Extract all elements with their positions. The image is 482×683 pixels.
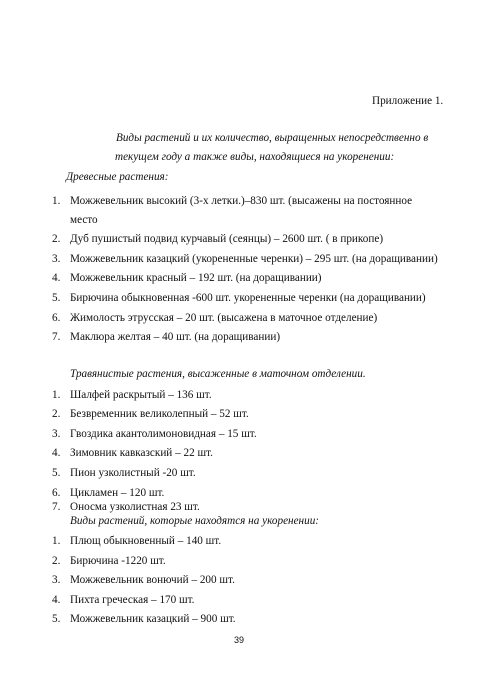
list-item-number: 3. xyxy=(52,574,61,586)
list-item: Можжевельник казацкий – 900 шт. xyxy=(70,613,236,625)
list-item-continuation: место xyxy=(70,214,98,226)
list-item: Можжевельник вонючий – 200 шт. xyxy=(70,574,235,586)
list-item-number: 2. xyxy=(52,555,61,567)
list-item: Можжевельник казацкий (укорененные черенки) – 295 шт. (на доращивании) xyxy=(70,253,438,265)
list-item: Жимолость этрусская – 20 шт. (высажена в маточное отделение) xyxy=(70,312,378,324)
list-item-number: 1. xyxy=(52,535,61,547)
woody-section-title: Древесные растения: xyxy=(66,171,169,183)
list-item-number: 2. xyxy=(52,233,61,245)
page-number: 39 xyxy=(234,635,245,645)
heading-line-1: Виды растений и их количество, выращенных непосредственно в xyxy=(116,132,429,144)
list-item: Пихта греческая – 170 шт. xyxy=(70,594,195,606)
list-item-number: 5. xyxy=(52,613,61,625)
list-item: Бирючина -1220 шт. xyxy=(70,555,166,567)
list-item-number: 4. xyxy=(52,594,61,606)
list-item-number: 3. xyxy=(52,428,61,440)
list-item: Оносма узколистная 23 шт. xyxy=(70,501,200,513)
list-item-number: 7. xyxy=(52,331,61,343)
list-item: Пион узколистный -20 шт. xyxy=(70,467,196,479)
herbs-section-title: Травянистые растения, высаженные в маточном отделении. xyxy=(70,368,366,380)
list-item: Зимовник кавказский – 22 шт. xyxy=(70,447,213,459)
list-item: Маклюра желтая – 40 шт. (на доращивании) xyxy=(70,331,281,343)
list-item-number: 1. xyxy=(52,389,61,401)
list-item-number: 4. xyxy=(52,447,61,459)
list-item: Гвоздика акантолимоновидная – 15 шт. xyxy=(70,428,257,440)
list-item-number: 6. xyxy=(52,487,61,499)
list-item-number: 5. xyxy=(52,467,61,479)
list-item: Дуб пушистый подвид курчавый (сеянцы) – 2600 шт. ( в прикопе) xyxy=(70,233,384,245)
appendix-label: Приложение 1. xyxy=(372,95,444,107)
list-item: Можжевельник красный – 192 шт. (на доращивании) xyxy=(70,272,322,284)
list-item-number: 2. xyxy=(52,408,61,420)
list-item-number: 4. xyxy=(52,272,61,284)
list-item-number: 1. xyxy=(52,195,61,207)
list-item: Можжевельник высокий (3-х летки.)–830 шт. (высажены на постоянное xyxy=(70,195,413,207)
list-item: Бирючина обыкновенная -600 шт. укорененные черенки (на доращивании) xyxy=(70,292,426,304)
list-item: Безвременник великолепный – 52 шт. xyxy=(70,408,249,420)
list-item-number: 5. xyxy=(52,292,61,304)
list-item-number: 7. xyxy=(52,501,61,513)
list-item-number: 6. xyxy=(52,312,61,324)
heading-line-2: текущем году а также виды, находящиеся на укоренении: xyxy=(115,151,395,163)
list-item-number: 3. xyxy=(52,253,61,265)
list-item: Шалфей раскрытый – 136 шт. xyxy=(70,389,212,401)
rooting-section-title: Виды растений, которые находятся на укоренении: xyxy=(70,515,320,527)
list-item: Плющ обыкновенный – 140 шт. xyxy=(70,535,222,547)
list-item: Цикламен – 120 шт. xyxy=(70,487,165,499)
